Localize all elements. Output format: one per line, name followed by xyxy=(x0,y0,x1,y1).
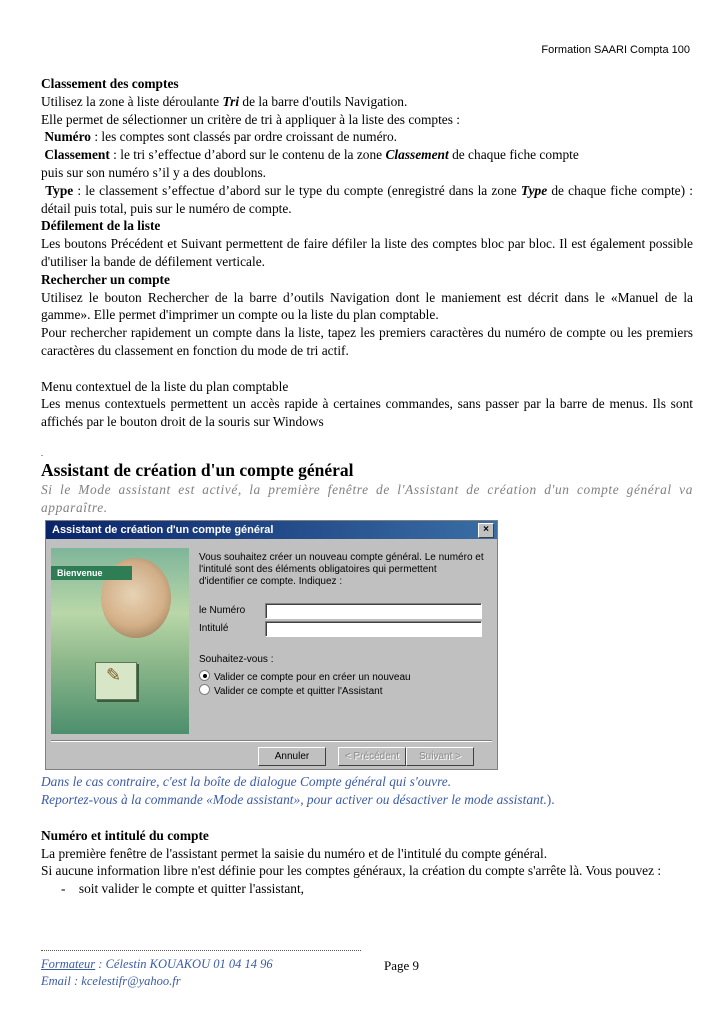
welcome-illustration xyxy=(51,548,189,734)
paragraph: puis sur son numéro s’il y a des doublons. xyxy=(41,164,267,180)
dialog-separator xyxy=(51,740,492,742)
radio-quit-assistant[interactable]: Valider ce compte et quitter l'Assistant xyxy=(199,684,382,698)
footer-rule xyxy=(41,950,361,951)
document-body xyxy=(41,75,693,898)
page-number: Page 9 xyxy=(384,958,420,973)
paragraph: Classement : le tri s’effectue d’abord sur le contenu de la zone Classement de chaque fiche compte xyxy=(44,147,579,163)
radio-checked-icon xyxy=(199,670,210,681)
stray-dot: . xyxy=(41,448,43,458)
assistant-dialog-screenshot xyxy=(45,520,498,770)
paragraph: Les boutons Précédent et Suivant permettent de faire défiler la liste des comptes bloc par bloc. Il est également possible d'utiliser la bande de défilement verticale. xyxy=(41,236,693,269)
previous-button[interactable]: < Précédent xyxy=(338,747,406,766)
paragraph: Menu contextuel de la liste du plan comptable xyxy=(41,378,289,394)
paragraph: Pour rechercher rapidement un compte dans la liste, tapez les premiers caractères du numéro de compte ou les premiers caractères du classement en fonction du mode de tri actif. xyxy=(41,325,693,358)
welcome-banner: Bienvenue xyxy=(51,566,132,580)
paragraph: La première fenêtre de l'assistant permet la saisie du numéro et de l'intitulé du compte général. xyxy=(41,845,548,861)
dialog-title-bar xyxy=(46,521,497,539)
section-title-defilement: Défilement de la liste xyxy=(41,218,161,234)
close-icon[interactable]: × xyxy=(478,523,494,538)
section-title-assistant: Assistant de création d'un compte général xyxy=(41,459,354,480)
numero-input[interactable] xyxy=(265,603,482,619)
numero-label: le Numéro xyxy=(199,605,246,617)
section-title-rechercher: Rechercher un compte xyxy=(41,271,170,287)
question-label: Souhaitez-vous : xyxy=(199,654,274,666)
intitule-input[interactable] xyxy=(265,621,482,637)
cancel-button[interactable]: Annuler xyxy=(258,747,326,766)
intitule-label: Intitulé xyxy=(199,623,229,635)
paragraph: Dans le cas contraire, c'est la boîte de dialogue Compte général qui s'ouvre. xyxy=(41,774,452,790)
footer-email: Email : kcelestifr@yahoo.fr xyxy=(41,974,181,988)
page-header: Formation SAARI Compta 100 xyxy=(541,44,690,56)
paragraph: Type : le classement s’effectue d’abord sur le type du compte (enregistré dans la zone Type de chaque fiche compte) : détail puis total, puis sur le numéro de compte. xyxy=(41,182,693,216)
next-button[interactable]: Suivant > xyxy=(406,747,474,766)
paragraph: Si le Mode assistant est activé, la première fenêtre de l'Assistant de création d'un compte général va apparaître. xyxy=(41,481,693,515)
paragraph: Elle permet de sélectionner un critère de tri à appliquer à la liste des comptes : xyxy=(41,111,461,127)
dialog-intro-text: Vous souhaitez créer un nouveau compte général. Le numéro et l'intitulé sont des éléments obligatoires qui permettent d'identifier ce compte. Indiquez : xyxy=(199,552,484,588)
section-title-classement: Classement des comptes xyxy=(41,76,179,91)
paragraph: Reportez-vous à la commande «Mode assistant», pour activer ou désactiver le mode assistant.). xyxy=(41,792,555,808)
ledger-icon xyxy=(95,662,137,700)
paragraph: Si aucune information libre n'est définie pour les comptes généraux, la création du compte s'arrête là. Vous pouvez : xyxy=(41,863,662,879)
radio-create-new[interactable]: Valider ce compte pour en créer un nouveau xyxy=(199,670,411,684)
radio-unchecked-icon xyxy=(199,684,210,695)
list-item: - soit valider le compte et quitter l'assistant, xyxy=(61,881,305,897)
footer-author: Formateur : Célestin KOUAKOU 01 04 14 96 Email : kcelestifr@yahoo.fr xyxy=(41,957,273,988)
section-title-numero-intitule: Numéro et intitulé du compte xyxy=(41,827,209,843)
paragraph: Numéro : les comptes sont classés par ordre croissant de numéro. xyxy=(44,129,398,145)
dialog-title: Assistant de création d'un compte général xyxy=(52,524,274,537)
paragraph: Utilisez le bouton Rechercher de la barre d’outils Navigation dont le maniement est décrit dans le «Manuel de la gamme». Elle permet d'imprimer un compte ou la liste du plan comptable. xyxy=(41,289,693,323)
paragraph: Les menus contextuels permettent un accès rapide à certaines commandes, sans passer par la barre de menus. Ils sont affichés par le bouton droit de la souris sur Windows xyxy=(41,396,693,430)
paragraph: Utilisez la zone à liste déroulante Tri de la barre d'outils Navigation. xyxy=(41,93,408,109)
